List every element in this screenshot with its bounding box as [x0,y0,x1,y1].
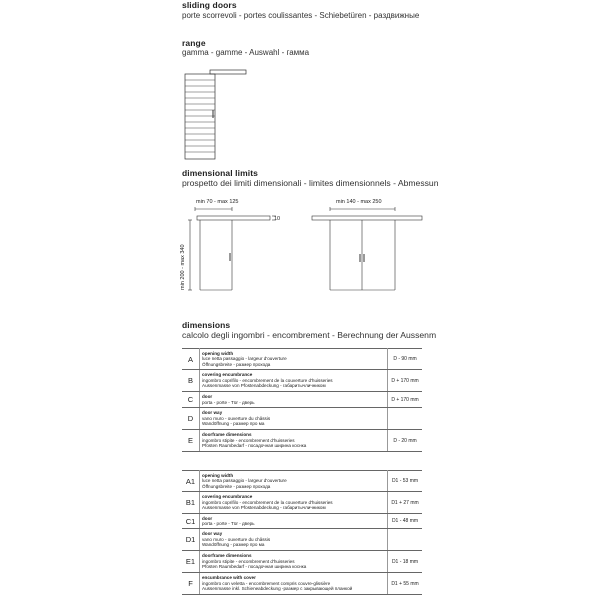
row-code: B [182,370,200,392]
row-code: B1 [182,492,200,514]
table-row [182,492,422,514]
table-row [182,430,422,452]
table-row [182,349,422,370]
table-row [182,370,422,392]
row-code: E1 [182,551,200,573]
row-value [388,408,423,430]
row-description: covering encumbrance ingombro coprifilo - encombrement de la couverture d'huisseries Aussenmasse von Pfostenabdeckung - габаритычличником [200,492,388,514]
height-label: min 200 - max 340 [180,244,186,290]
range-door-illustration [180,66,250,161]
row-value: D1 + 55 mm [388,573,423,595]
row-description: door way vano muro - ouverture du châssis Wandöffnung - размер про ма [200,408,388,430]
row-code: D [182,408,200,430]
row-code: E [182,430,200,452]
row-value: D1 - 53 mm [388,471,423,492]
single-width-label: min 70 - max 125 [196,199,239,205]
row-description: opening width luce netta passaggio - largeur d'ouverture Öffnungsbreite - размер прохода [200,349,388,370]
row-description: doorframe dimensions ingombro stipite - encombrement d'huisseries Pfosten Raumbedarf - посадочная ширина коснка [200,430,388,452]
range-subtitle: gamma - gamme - Auswahl - гамма [182,48,310,57]
table-row [182,573,422,595]
row-value: D + 170 mm [388,392,423,408]
table-row [182,551,422,573]
row-description: door way vano muro - ouverture du châssis Wandöffnung - размер про ма [200,529,388,551]
range-title: range [182,38,206,48]
table-row [182,392,422,408]
row-code: A1 [182,471,200,492]
row-value: D1 - 18 mm [388,551,423,573]
dimensions-table-2 [182,470,422,595]
row-value: D + 170 mm [388,370,423,392]
dimensions-title: dimensions [182,320,231,330]
row-value: D - 90 mm [388,349,423,370]
dimensions-subtitle: calcolo degli ingombri - encombrement - Berechnung der Aussenm [182,330,437,340]
row-description: doorframe dimensions ingombro stipite - encombrement d'huisseries Pfosten Raumbedarf - посадочная ширина коснка [200,551,388,573]
dimensional-limits-drawing [180,200,430,295]
row-value: D1 + 27 mm [388,492,423,514]
row-code: F [182,573,200,595]
row-code: C [182,392,200,408]
row-value: D - 20 mm [388,430,423,452]
table-row [182,408,422,430]
offset-label: 10 [274,216,281,222]
row-value [388,529,423,551]
row-description: opening width luce netta passaggio - largeur d'ouverture Öffnungsbreite - размер прохода [200,471,388,492]
page-title: sliding doors [182,0,237,10]
row-description: door porta - porte - Tür - дверь [200,392,388,408]
table-row [182,529,422,551]
row-value: D1 - 48 mm [388,514,423,529]
row-code: C1 [182,514,200,529]
row-description: encumbrance with cover ingombro con veletta - encombrement compris couvre-glissière Aussenmasse inkl. Schieneabdeckung -размер с закрывающей планкой [200,573,388,595]
table-row [182,471,422,492]
row-description: covering encumbrance ingombro coprifilo - encombrement de la couverture d'huisseries Aussenmasse von Pfostenabdeckung - габаритычличником [200,370,388,392]
row-code: A [182,349,200,370]
dimensional-limits-subtitle: prospetto dei limiti dimensionali - limites dimensionnels - Abmessun [182,178,439,188]
dimensional-limits-title: dimensional limits [182,168,258,178]
page-subtitle: porte scorrevoli - portes coulissantes - Schiebetüren - раздвижные [182,11,420,20]
row-description: door porta - porte - Tür - дверь [200,514,388,529]
dimensions-table-1 [182,348,422,452]
double-width-label: min 140 - max 250 [336,199,382,205]
table-row [182,514,422,529]
row-code: D1 [182,529,200,551]
